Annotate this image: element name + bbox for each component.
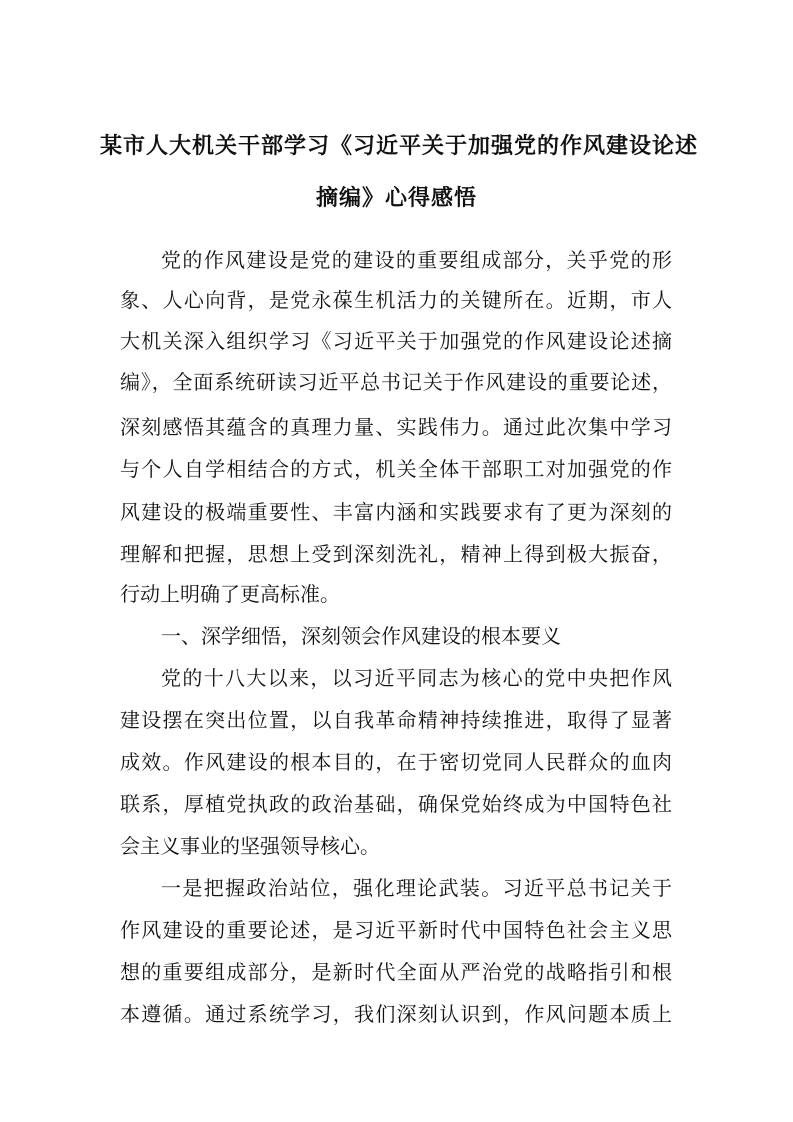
paragraph-1-line: 风建设的极端重要性、丰富内涵和实践要求有了更为深刻的 (120, 500, 672, 524)
paragraph-1-line: 象、人心向背，是党永葆生机活力的关键所在。近期，市人 (120, 288, 672, 312)
paragraph-1-line: 理解和把握，思想上受到深刻洗礼，精神上得到极大振奋， (120, 542, 672, 566)
paragraph-3-line: 一是把握政治站位，强化理论武装。习近平总书记关于 (161, 876, 672, 900)
section-heading: 一、深学细悟，深刻领会作风建设的根本要义 (161, 624, 561, 648)
paragraph-2-line: 党的十八大以来，以习近平同志为核心的党中央把作风 (161, 666, 672, 690)
paragraph-1-line: 与个人自学相结合的方式，机关全体干部职工对加强党的作 (120, 457, 672, 481)
paragraph-2-line: 会主义事业的坚强领导核心。 (120, 834, 380, 858)
paragraph-1-line: 党的作风建设是党的建设的重要组成部分，关乎党的形 (161, 248, 672, 272)
paragraph-1-line: 行动上明确了更高标准。 (120, 582, 340, 606)
paragraph-1-line: 大机关深入组织学习《习近平关于加强党的作风建设论述摘 (120, 329, 672, 353)
paragraph-3-line: 想的重要组成部分，是新时代全面从严治党的战略指引和根 (120, 960, 672, 984)
paragraph-1-line: 编》，全面系统研读习近平总书记关于作风建设的重要论述， (120, 370, 672, 394)
paragraph-3-line: 本遵循。通过系统学习，我们深刻认识到，作风问题本质上 (120, 1002, 672, 1026)
document-title-line-1: 某市人大机关干部学习《习近平关于加强党的作风建设论述 (100, 134, 699, 159)
paragraph-2-line: 成效。作风建设的根本目的，在于密切党同人民群众的血肉 (120, 750, 672, 774)
paragraph-2-line: 建设摆在突出位置，以自我革命精神持续推进，取得了显著 (120, 708, 672, 732)
paragraph-3-line: 作风建设的重要论述，是习近平新时代中国特色社会主义思 (120, 918, 672, 942)
paragraph-2-line: 联系，厚植党执政的政治基础，确保党始终成为中国特色社 (120, 792, 672, 816)
paragraph-1-line: 深刻感悟其蕴含的真理力量、实践伟力。通过此次集中学习 (120, 415, 672, 439)
document-title-line-2: 摘编》心得感悟 (315, 186, 477, 211)
